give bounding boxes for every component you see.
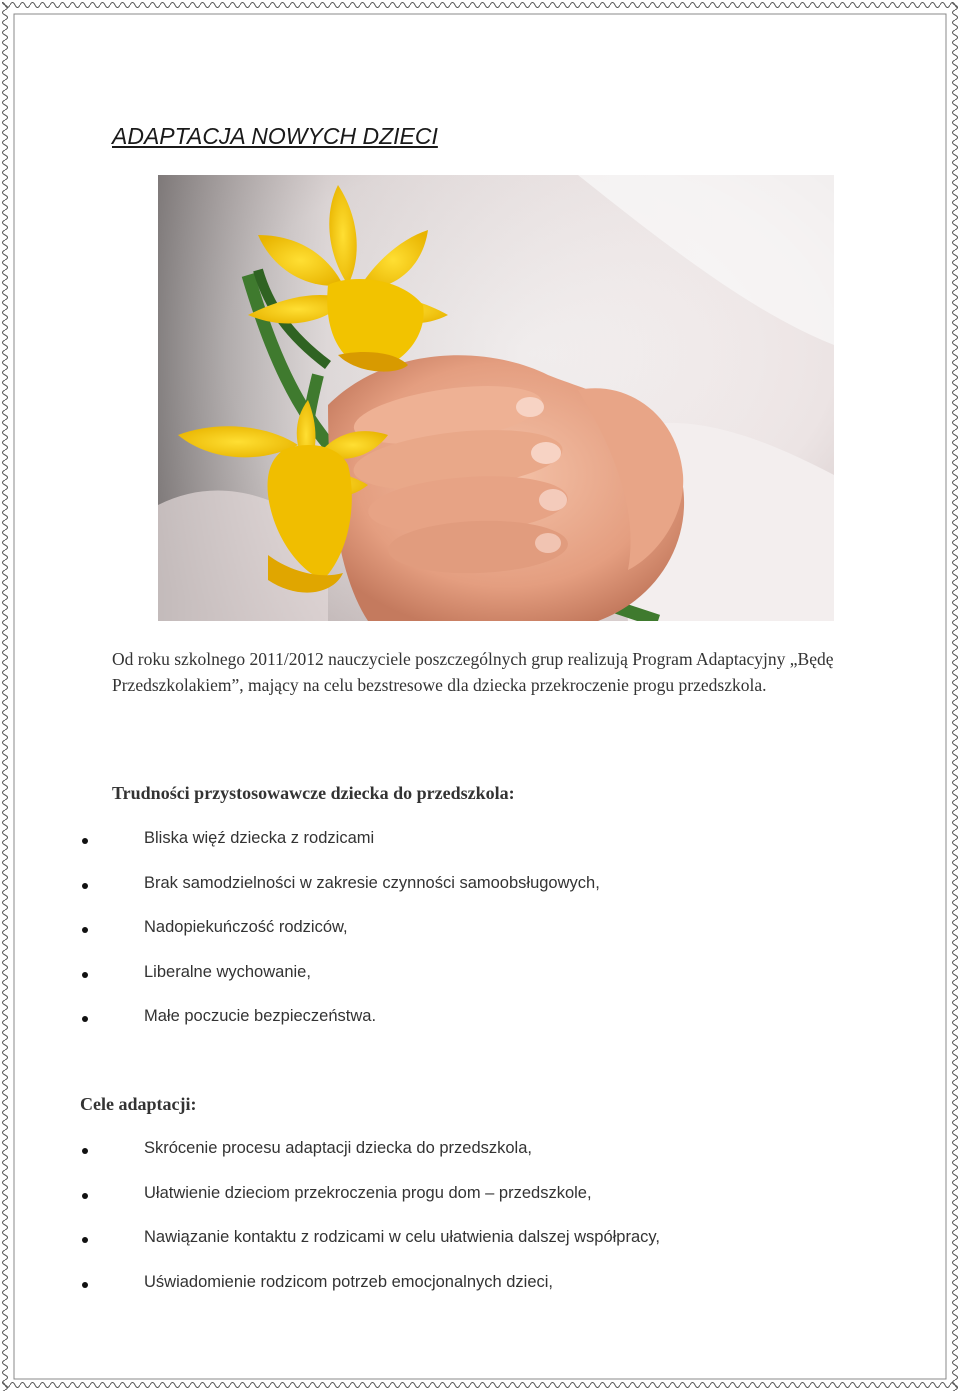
list-item: Ułatwienie dzieciom przekroczenia progu dom – przedszkole, xyxy=(0,1184,960,1229)
difficulties-heading: Trudności przystosowawcze dziecka do przedszkola: xyxy=(112,783,515,803)
bullet-icon xyxy=(82,1237,88,1243)
list-item: Bliska więź dziecka z rodzicami xyxy=(0,829,960,874)
bullet-icon xyxy=(82,1193,88,1199)
bullet-icon xyxy=(82,838,88,844)
list-item: Uświadomienie rodzicom potrzeb emocjonalnych dzieci, xyxy=(0,1273,960,1318)
intro-paragraph: Od roku szkolnego 2011/2012 nauczyciele poszczególnych grup realizują Program Adaptacyjny „Będę Przedszkolakiem”, mający na celu bezstresowe dla dziecka przekroczenie progu przedszkola. xyxy=(112,649,834,695)
bullet-icon xyxy=(82,1148,88,1154)
bullet-icon xyxy=(82,927,88,933)
list-item: Brak samodzielności w zakresie czynności samoobsługowych, xyxy=(0,874,960,919)
list-item: Nadopiekuńczość rodziców, xyxy=(0,918,960,963)
list-item: Liberalne wychowanie, xyxy=(0,963,960,1008)
goals-list xyxy=(0,1139,960,1317)
bullet-icon xyxy=(82,972,88,978)
bullet-icon xyxy=(82,883,88,889)
bullet-icon xyxy=(82,1282,88,1288)
difficulties-list xyxy=(0,829,960,1052)
goals-heading: Cele adaptacji: xyxy=(80,1094,197,1114)
list-item: Nawiązanie kontaktu z rodzicami w celu ułatwienia dalszej współpracy, xyxy=(0,1228,960,1273)
list-item: Małe poczucie bezpieczeństwa. xyxy=(0,1007,960,1052)
daffodil-illustration xyxy=(158,175,834,621)
list-item: Skrócenie procesu adaptacji dziecka do przedszkola, xyxy=(0,1139,960,1184)
daffodil-photo xyxy=(158,175,834,621)
page-title: ADAPTACJA NOWYCH DZIECI xyxy=(112,123,438,149)
bullet-icon xyxy=(82,1016,88,1022)
